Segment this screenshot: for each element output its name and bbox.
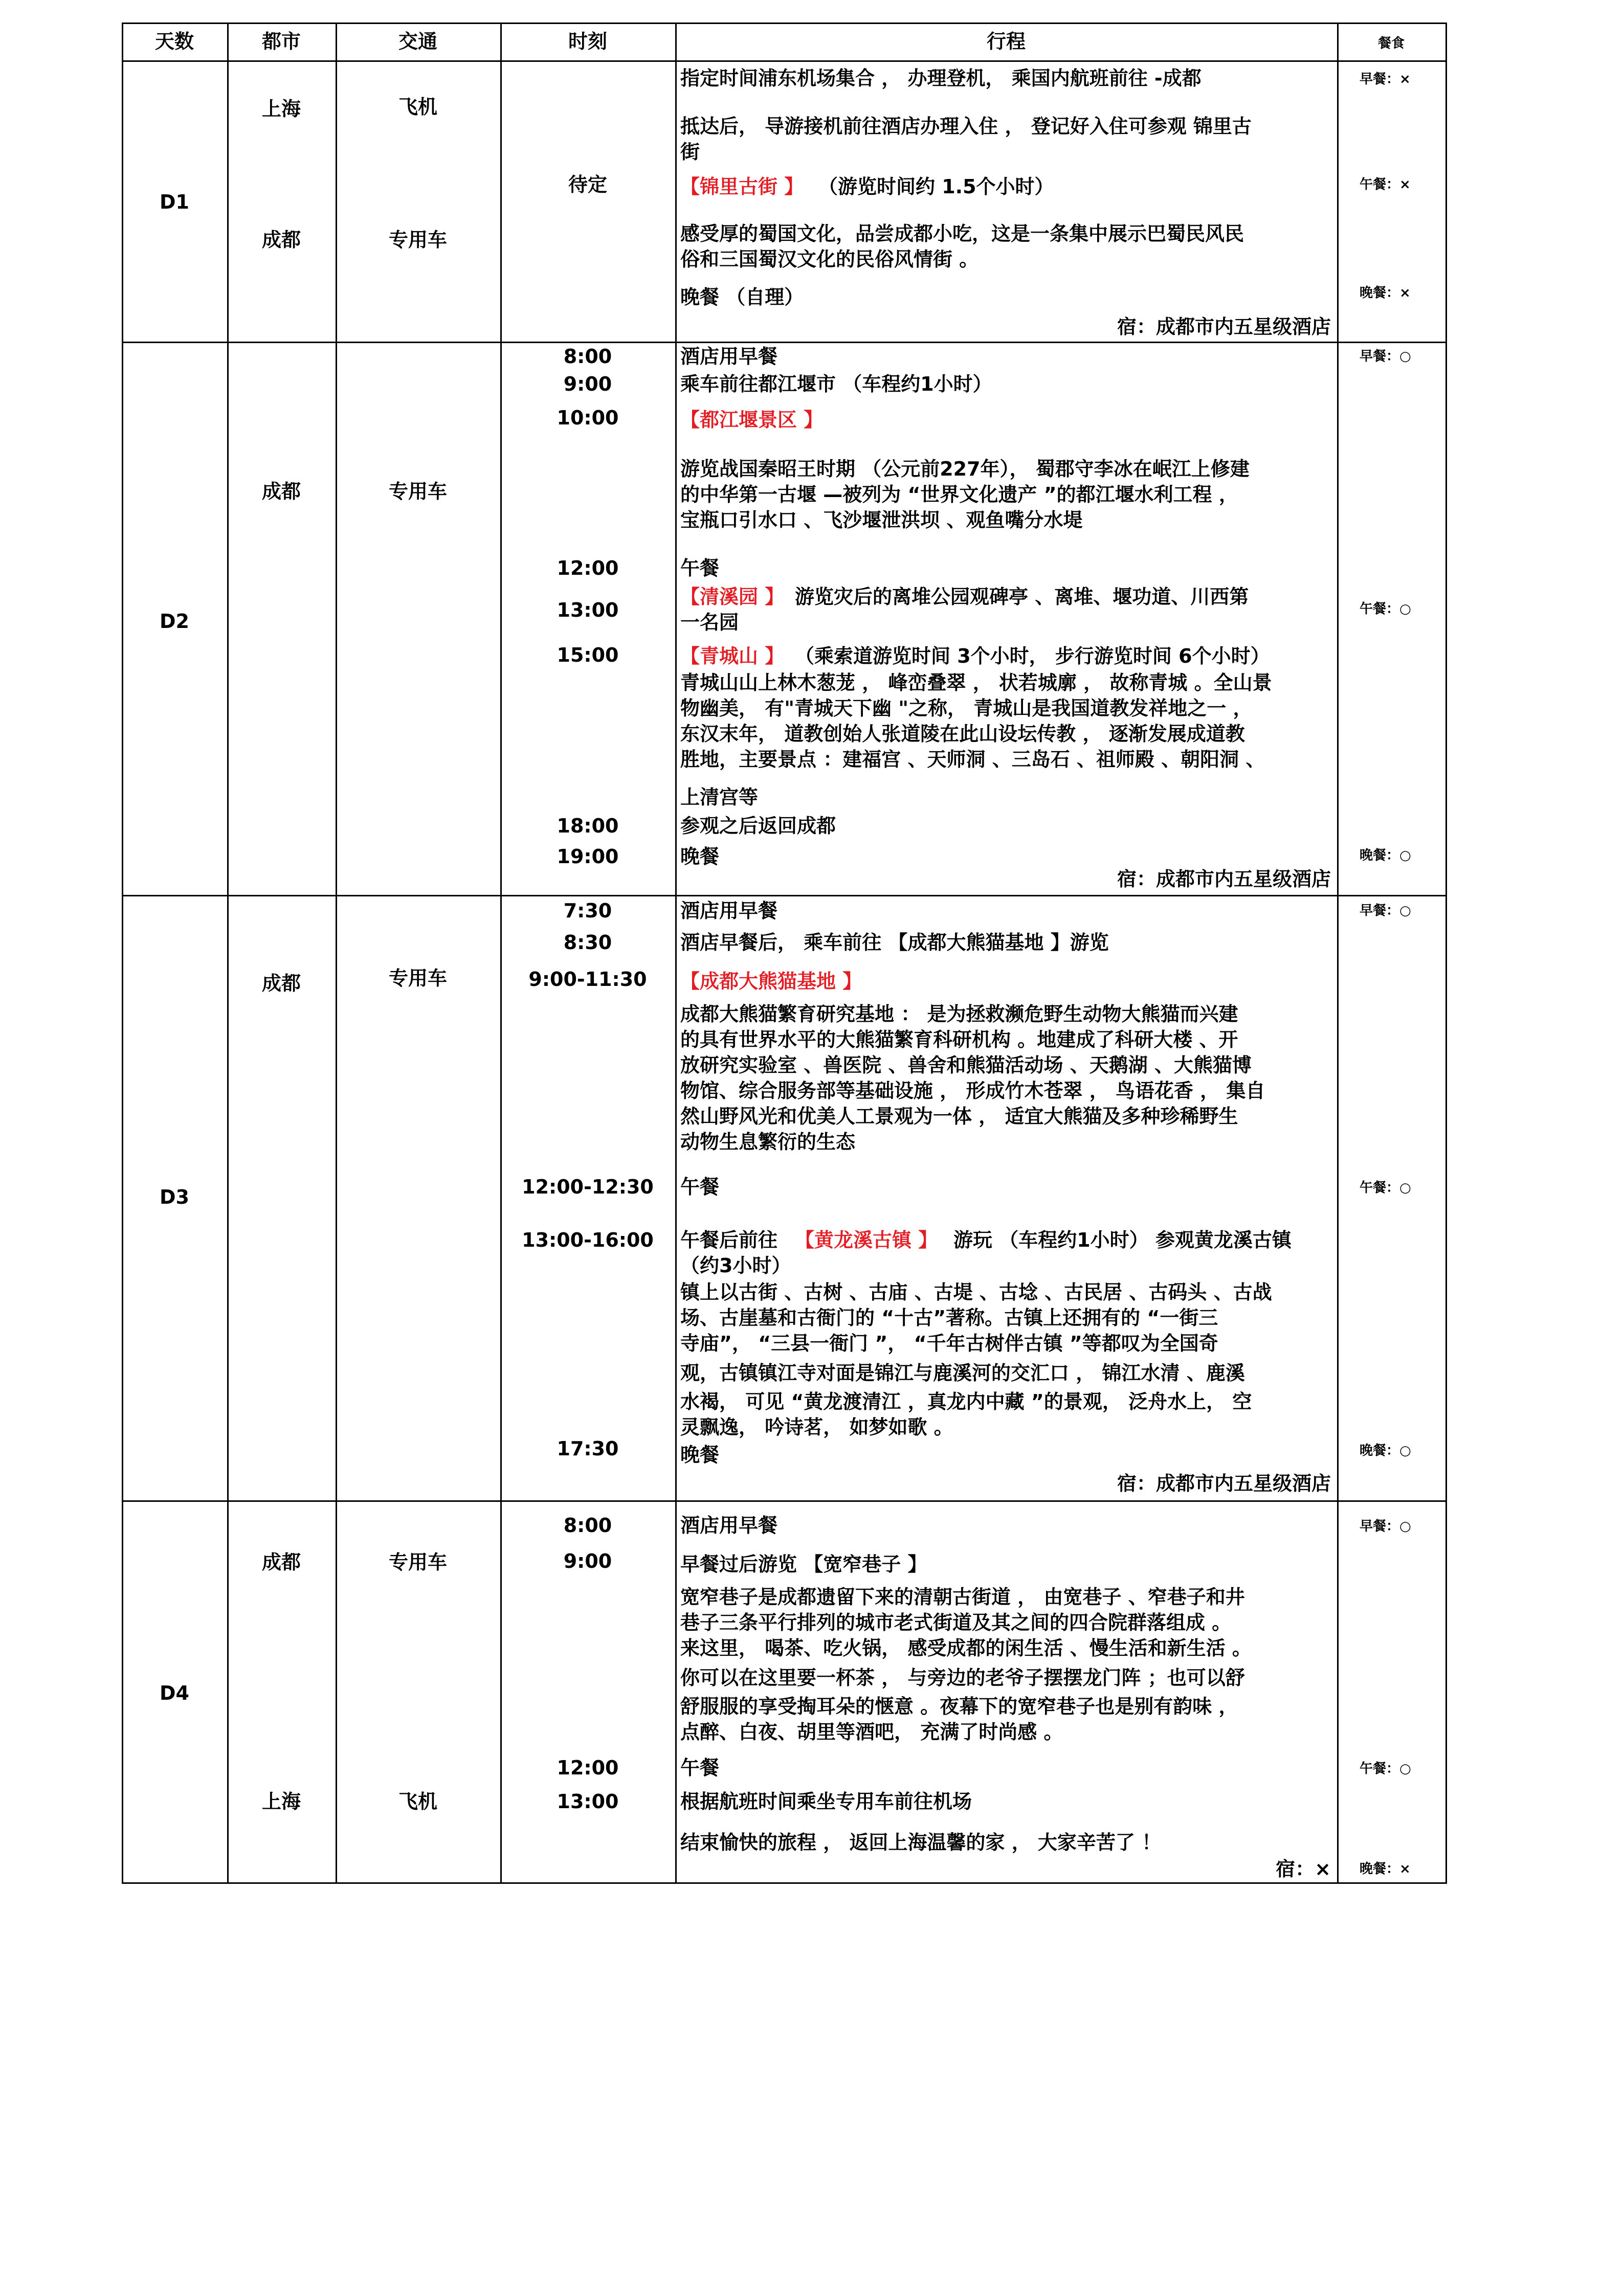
d2-spot-dujiangyan: 【都江堰景区 】	[680, 409, 824, 431]
d3-breakfast: 早餐：○	[1360, 903, 1411, 918]
d2-time: 13:00	[557, 599, 619, 621]
d3-transport: 专用车	[388, 967, 447, 989]
d3-line: 水褐， 可见 “黄龙渡清江 ，真龙内中藏 ”的景观， 泛舟水上， 空	[680, 1390, 1252, 1413]
d1-line: 俗和三国蜀汉文化的民俗风情街 。	[680, 248, 979, 271]
d2-line: 酒店用早餐	[680, 345, 778, 368]
d3-time: 13:00-16:00	[522, 1229, 654, 1251]
d3-line: 晚餐	[680, 1444, 720, 1466]
d2-dinner: 晚餐：○	[1360, 848, 1411, 863]
d2-time: 12:00	[557, 557, 619, 579]
d3-line: 的具有世界水平的大熊猫繁育科研机构 。地建成了科研大楼 、开	[680, 1028, 1238, 1051]
d3-city: 成都	[261, 972, 301, 995]
d1-day: D1	[160, 191, 189, 213]
d3-line: 成都大熊猫繁育研究基地 ： 是为拯救濒危野生动物大熊猫而兴建	[680, 1003, 1238, 1025]
d2-line: 一名园	[680, 611, 739, 634]
header-transport: 交通	[398, 30, 437, 53]
header-city: 都市	[261, 30, 301, 53]
d2-time: 19:00	[557, 845, 619, 868]
d2-line: 的中华第一古堰 —被列为 “世界文化遗产 ”的都江堰水利工程 ，	[680, 483, 1238, 506]
d3-line: 灵飘逸， 吟诗茗， 如梦如歌 。	[680, 1416, 953, 1438]
d2-line: 午餐	[680, 557, 720, 579]
d1-lodging: 宿：成都市内五星级酒店	[1117, 316, 1331, 338]
d2-line: （乘索道游览时间 3个小时， 步行游览时间 6个小时）	[795, 645, 1270, 667]
d3-line: 动物生息繁衍的生态	[680, 1131, 856, 1153]
d3-line: 物馆、综合服务部等基础设施 ， 形成竹木苍翠 ， 鸟语花香 ， 集自	[680, 1079, 1265, 1102]
d4-line: 早餐过后游览 【宽窄巷子 】	[680, 1553, 927, 1575]
d4-line: 结束愉快的旅程 ， 返回上海温馨的家 ， 大家辛苦了 ！	[680, 1831, 1162, 1854]
d3-lunch: 午餐：○	[1360, 1180, 1411, 1196]
d1-city-shanghai: 上海	[261, 98, 301, 120]
d4-lunch: 午餐：○	[1360, 1761, 1411, 1776]
d2-line: 游览灾后的离堆公园观碑亭 、离堆、堰功道、川西第	[795, 586, 1249, 608]
d1-dinner: 晚餐：×	[1360, 285, 1411, 301]
d3-spot-huanglongxi: 【黄龙溪古镇 】	[795, 1229, 938, 1251]
d1-breakfast: 早餐：×	[1360, 72, 1411, 87]
d1-spot-jinli: 【锦里古街 】	[680, 175, 804, 198]
d4-day: D4	[160, 1682, 189, 1704]
d2-transport: 专用车	[388, 480, 447, 503]
d1-line: （游览时间约 1.5个小时）	[818, 175, 1054, 198]
d4-lodging: 宿：×	[1276, 1858, 1331, 1880]
d2-lodging: 宿：成都市内五星级酒店	[1117, 868, 1331, 890]
d3-lodging: 宿：成都市内五星级酒店	[1117, 1472, 1331, 1495]
d3-line: 镇上以古街 、古树 、古庙 、古堤 、古埝 、古民居 、古码头 、古战	[680, 1281, 1272, 1303]
grid-line	[122, 22, 1447, 24]
d4-line: 你可以在这里要一杯茶 ， 与旁边的老爷子摆摆龙门阵 ；也可以舒	[680, 1667, 1245, 1689]
d2-line: 青城山山上林木葱茏 ， 峰峦叠翠 ， 状若城廓 ， 故称青城 。全山景	[680, 671, 1272, 694]
d4-line: 点醉、白夜、胡里等酒吧， 充满了时尚感 。	[680, 1721, 1063, 1743]
d2-line: 上清宫等	[680, 786, 759, 808]
grid-line	[675, 22, 677, 1884]
grid-line	[122, 22, 123, 1884]
d4-line: 宽窄巷子是成都遗留下来的清朝古街道 ， 由宽巷子 、窄巷子和井	[680, 1586, 1245, 1608]
d3-line: 酒店早餐后， 乘车前往 【成都大熊猫基地 】游览	[680, 931, 1109, 954]
d1-time: 待定	[568, 173, 607, 196]
d2-line: 宝瓶口引水口 、飞沙堰泄洪坝 、观鱼嘴分水堤	[680, 509, 1083, 531]
grid-line	[1445, 22, 1447, 1884]
grid-line	[122, 60, 1447, 62]
grid-line	[122, 895, 1447, 896]
d3-line: 观，古镇镇江寺对面是锦江与鹿溪河的交汇口 ， 锦江水清 、鹿溪	[680, 1362, 1245, 1384]
d3-line: 午餐	[680, 1176, 720, 1198]
d4-time: 12:00	[557, 1757, 619, 1779]
d4-dinner: 晚餐：×	[1360, 1861, 1411, 1877]
d2-line: 游览战国秦昭王时期 （公元前227年）， 蜀郡守李冰在岷江上修建	[680, 458, 1250, 480]
d3-time: 12:00-12:30	[522, 1176, 654, 1198]
d4-breakfast: 早餐：○	[1360, 1519, 1411, 1534]
grid-line	[227, 22, 229, 1884]
d2-time: 9:00	[563, 373, 612, 395]
d2-line: 晚餐	[680, 845, 720, 868]
d2-line: 参观之后返回成都	[680, 815, 836, 837]
d4-line: 酒店用早餐	[680, 1514, 778, 1537]
d3-time: 8:30	[563, 931, 612, 954]
d4-time: 13:00	[557, 1790, 619, 1813]
d1-line: 感受厚的蜀国文化，品尝成都小吃，这是一条集中展示巴蜀民风民	[680, 222, 1244, 245]
d3-line: 放研究实验室 、兽医院 、兽舍和熊猫活动场 、天鹅湖 、大熊猫博	[680, 1054, 1252, 1076]
d2-time: 8:00	[563, 345, 612, 368]
d1-lunch: 午餐：×	[1360, 177, 1411, 192]
grid-line	[122, 1500, 1447, 1502]
d3-line: 午餐后前往	[680, 1229, 778, 1251]
d3-time: 17:30	[557, 1437, 619, 1460]
grid-line	[336, 22, 337, 1884]
d3-line: 场、古崖墓和古衙门的 “十古”著称。古镇上还拥有的 “一街三	[680, 1307, 1218, 1329]
d4-city-chengdu: 成都	[261, 1551, 301, 1573]
d3-time: 9:00-11:30	[528, 968, 647, 991]
d1-line: 抵达后， 导游接机前往酒店办理入住 ， 登记好入住可参观 锦里古	[680, 115, 1252, 138]
d2-line: 东汉末年， 道教创始人张道陵在此山设坛传教 ， 逐渐发展成道教	[680, 723, 1245, 745]
d3-spot-panda-base: 【成都大熊猫基地 】	[680, 970, 862, 993]
header-meals: 餐食	[1377, 36, 1405, 51]
d2-time: 10:00	[557, 407, 619, 429]
d1-transport-car: 专用车	[388, 229, 447, 251]
header-day: 天数	[154, 30, 194, 53]
d2-spot-qingchengshan: 【青城山 】	[680, 645, 785, 667]
grid-line	[1337, 22, 1339, 1884]
d2-time: 18:00	[557, 815, 619, 837]
d3-line: 游玩 （车程约1小时） 参观黄龙溪古镇	[953, 1229, 1292, 1251]
d4-line: 根据航班时间乘坐专用车前往机场	[680, 1790, 972, 1813]
d2-line: 胜地，主要景点 ：建福宫 、天师洞 、三岛石 、祖师殿 、朝阳洞 、	[680, 748, 1265, 771]
d3-line: 然山野风光和优美人工景观为一体 ， 适宜大熊猫及多种珍稀野生	[680, 1105, 1238, 1128]
d4-line: 午餐	[680, 1757, 720, 1779]
d4-time: 8:00	[563, 1514, 612, 1537]
d4-transport-car: 专用车	[388, 1551, 447, 1573]
d2-line: 乘车前往都江堰市 （车程约1小时）	[680, 373, 992, 395]
d4-line: 巷子三条平行排列的城市老式街道及其之间的四合院群落组成 。	[680, 1611, 1232, 1634]
d3-line: 寺庙”， “三县一衙门 ”， “千年古树伴古镇 ”等都叹为全国奇	[680, 1332, 1218, 1355]
d3-time: 7:30	[563, 899, 612, 922]
d4-line: 舒服服的享受掏耳朵的惬意 。夜幕下的宽窄巷子也是别有韵味 ，	[680, 1695, 1238, 1718]
d2-day: D2	[160, 610, 189, 633]
d2-time: 15:00	[557, 644, 619, 666]
d2-city: 成都	[261, 480, 301, 503]
d2-line: 物幽美， 有"青城天下幽 "之称， 青城山是我国道教发祥地之一 ，	[680, 697, 1253, 719]
header-time: 时刻	[568, 30, 607, 53]
d4-transport-plane: 飞机	[398, 1790, 437, 1813]
d3-line: （约3小时）	[680, 1254, 791, 1277]
d1-line: 晚餐 （自理）	[680, 286, 804, 308]
d4-time: 9:00	[563, 1550, 612, 1572]
d1-city-chengdu: 成都	[261, 229, 301, 251]
d3-line: 酒店用早餐	[680, 899, 778, 922]
d1-line: 指定时间浦东机场集合 ， 办理登机， 乘国内航班前往 -成都	[680, 67, 1202, 89]
itinerary-table	[122, 22, 1447, 1884]
d3-day: D3	[160, 1186, 189, 1208]
d1-line: 街	[680, 141, 700, 163]
d1-transport-plane: 飞机	[398, 96, 437, 118]
d3-dinner: 晚餐：○	[1360, 1443, 1411, 1458]
d2-breakfast: 早餐：○	[1360, 349, 1411, 364]
d4-city-shanghai: 上海	[261, 1790, 301, 1813]
d2-spot-qingxiyuan: 【清溪园 】	[680, 586, 785, 608]
d4-line: 来这里， 喝茶、吃火锅， 感受成都的闲生活 、慢生活和新生活 。	[680, 1637, 1252, 1659]
grid-line	[122, 342, 1447, 343]
d2-lunch: 午餐：○	[1360, 601, 1411, 617]
header-itinerary: 行程	[986, 30, 1026, 53]
